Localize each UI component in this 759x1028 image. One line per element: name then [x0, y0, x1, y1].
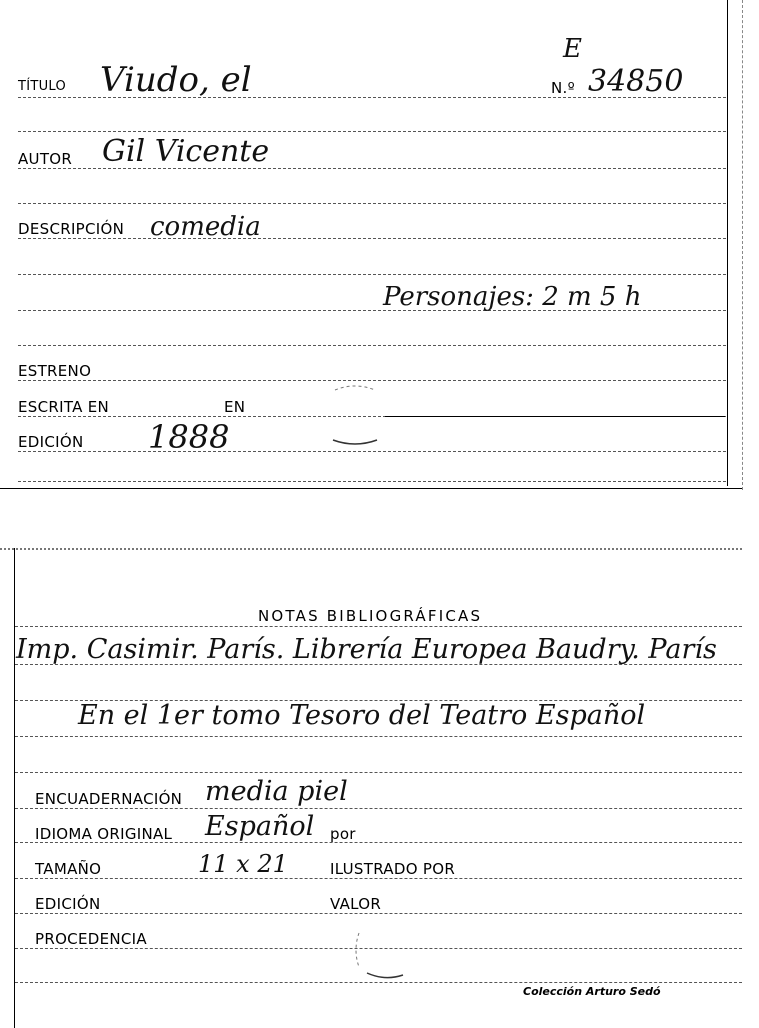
rule-line	[15, 808, 742, 809]
escrita-label: ESCRITA EN	[18, 398, 110, 416]
top-card-bottom-edge	[0, 488, 742, 489]
por-label: por	[330, 825, 356, 843]
descripcion-label: DESCRIPCIÓN	[18, 220, 125, 238]
idioma-value: Español	[205, 811, 315, 842]
edicion-label-bottom: EDICIÓN	[35, 895, 101, 913]
rule-line	[18, 238, 726, 239]
tamano-value: 11 x 21	[198, 850, 288, 878]
rule-line	[18, 274, 726, 275]
autor-value: Gil Vicente	[102, 134, 270, 169]
descripcion-value: comedia	[150, 212, 261, 242]
encuadernacion-value: media piel	[205, 776, 348, 807]
bottom-card-left-edge	[14, 548, 15, 1028]
autor-label: AUTOR	[18, 150, 73, 168]
en-label: EN	[224, 398, 246, 416]
hole-mark	[345, 915, 415, 985]
edicion-value: 1888	[148, 418, 230, 456]
escrita-solid-line	[385, 416, 725, 417]
rule-line	[15, 913, 742, 914]
rule-line	[15, 736, 742, 737]
collection-footer: Colección Arturo Sedó	[523, 985, 661, 998]
rule-line	[18, 131, 726, 132]
estreno-label: ESTRENO	[18, 362, 92, 380]
rule-line	[15, 878, 742, 879]
corner-letter: E	[563, 34, 582, 64]
hole-mark	[325, 382, 395, 452]
idioma-label: IDIOMA ORIGINAL	[35, 825, 173, 843]
rule-line	[18, 203, 726, 204]
valor-label: VALOR	[330, 895, 382, 913]
number-label: N.º	[551, 79, 575, 97]
note-line-2: En el 1er tomo Tesoro del Teatro Español	[78, 700, 646, 731]
edicion-label: EDICIÓN	[18, 433, 84, 451]
bottom-card-top-edge	[0, 548, 742, 550]
top-card-outer-edge	[742, 0, 743, 490]
ilustrado-label: ILUSTRADO POR	[330, 860, 456, 878]
rule-line	[15, 626, 742, 627]
rule-line	[18, 380, 726, 381]
procedencia-label: PROCEDENCIA	[35, 930, 147, 948]
titulo-label: TÍTULO	[18, 79, 67, 94]
top-card-right-edge	[727, 0, 728, 486]
personajes-value: Personajes: 2 m 5 h	[383, 282, 642, 312]
notas-heading: NOTAS BIBLIOGRÁFICAS	[258, 607, 483, 625]
note-line-1: Imp. Casimir. París. Librería Europea Baudry. París	[16, 634, 717, 665]
encuadernacion-label: ENCUADERNACIÓN	[35, 790, 183, 808]
titulo-value: Viudo, el	[100, 60, 252, 100]
number-value: 34850	[588, 64, 684, 99]
tamano-label: TAMAÑO	[35, 860, 102, 878]
rule-line	[15, 772, 742, 773]
rule-line	[18, 345, 726, 346]
rule-line	[18, 481, 726, 482]
